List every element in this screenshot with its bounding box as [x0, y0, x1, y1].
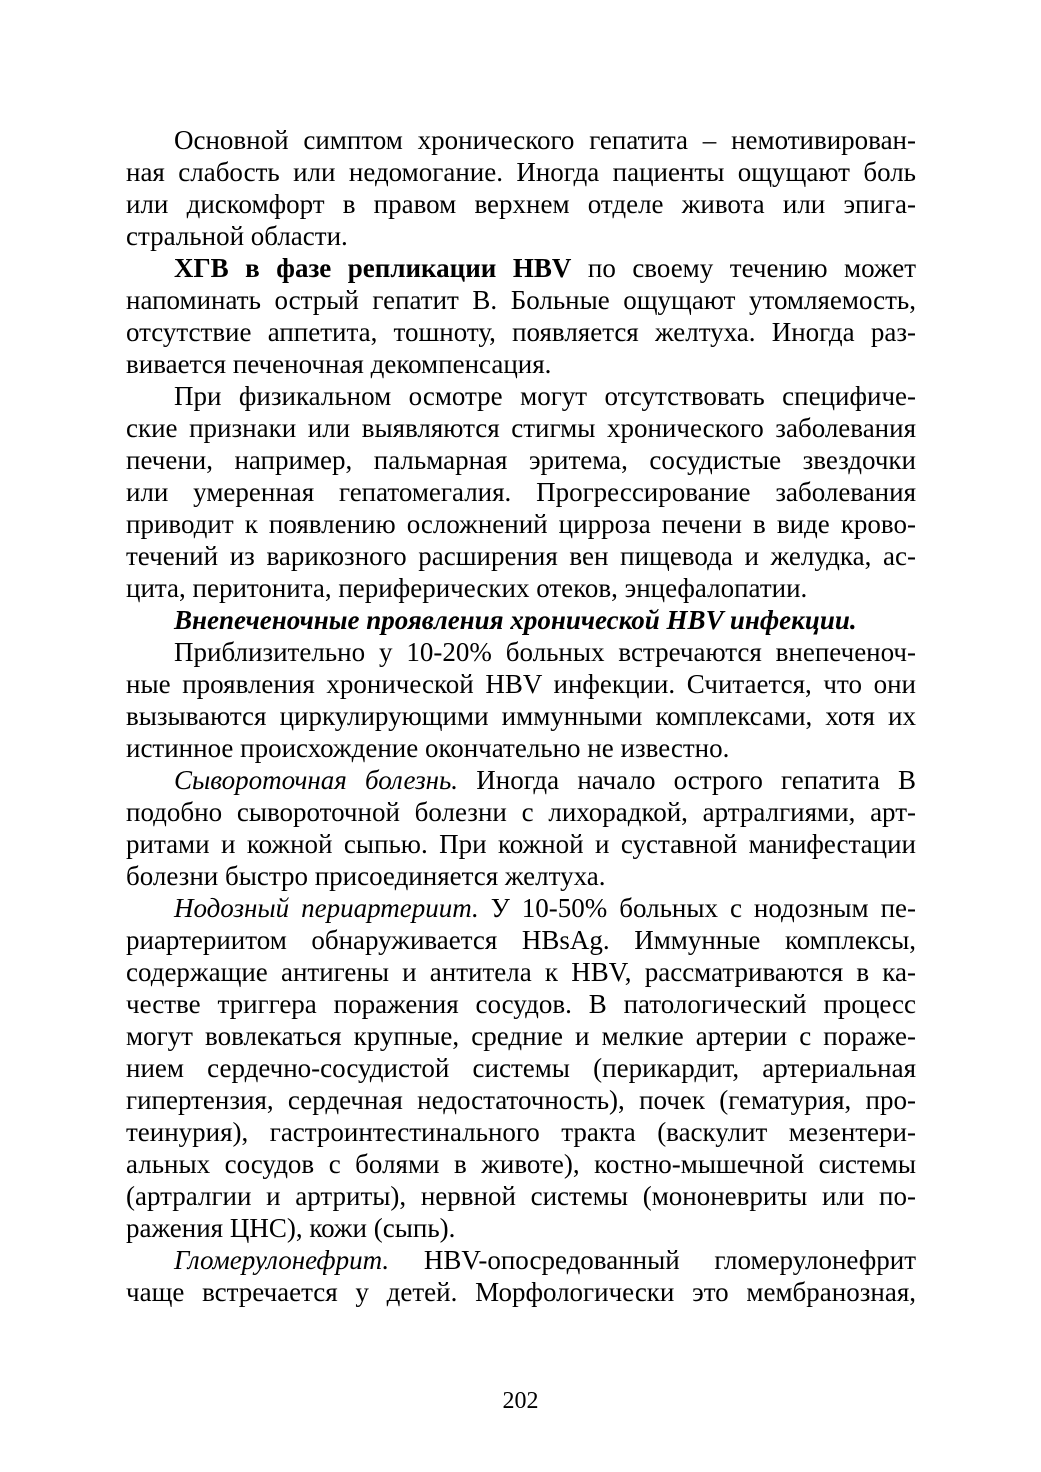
text-run: При физикальном осмотре могут отсутствовать специфиче- — [174, 381, 916, 411]
text-run: HBV-опосредованный гломерулонефрит — [389, 1245, 916, 1275]
text-run: Приблизительно у 10-20% больных встречаются внепеченоч- — [174, 637, 916, 667]
text-line — [126, 636, 916, 668]
text-run: истинное происхождение окончательно не известно. — [126, 733, 730, 763]
text-run: Иногда начало острого гепатита В — [458, 765, 916, 795]
text-run: или умеренная гепатомегалия. Прогрессирование заболевания — [126, 477, 916, 507]
text-run: по своему течению может — [571, 253, 917, 283]
text-line — [126, 508, 916, 540]
text-line — [126, 764, 916, 796]
text-line — [126, 988, 916, 1020]
text-line — [126, 1020, 916, 1052]
text-line — [126, 284, 916, 316]
text-run: напоминать острый гепатит В. Больные ощущают утомляемость, — [126, 285, 916, 315]
text-run: болезни быстро присоединяется желтуха. — [126, 861, 606, 891]
text-line — [126, 476, 916, 508]
text-run: или дискомфорт в правом верхнем отделе живота или эпига- — [126, 189, 916, 219]
text-line — [126, 156, 916, 188]
text-line — [126, 1148, 916, 1180]
text-line — [126, 1084, 916, 1116]
text-line — [126, 188, 916, 220]
paragraph — [126, 604, 916, 636]
text-line — [126, 540, 916, 572]
text-line — [126, 444, 916, 476]
emphasized-text: ХГВ в фазе репликации HBV — [174, 253, 572, 283]
emphasized-text: Нодозный периартериит. — [174, 893, 479, 923]
text-line — [126, 892, 916, 924]
text-run: риартериитом обнаруживается HBsAg. Иммунные комплексы, — [126, 925, 916, 955]
text-line — [126, 1052, 916, 1084]
text-run: подобно сывороточной болезни с лихорадкой, артралгиями, арт- — [126, 797, 916, 827]
body-text — [126, 124, 916, 1308]
paragraph — [126, 1244, 916, 1308]
text-line — [126, 348, 916, 380]
text-line — [126, 924, 916, 956]
text-line — [126, 124, 916, 156]
emphasized-text: Гломерулонефрит. — [174, 1245, 390, 1275]
paragraph — [126, 252, 916, 380]
text-line — [126, 220, 916, 252]
text-run: альных сосудов с болями в животе), костно-мышечной системы — [126, 1149, 916, 1179]
text-line — [126, 828, 916, 860]
text-run: Основной симптом хронического гепатита – немотивирован- — [174, 125, 916, 155]
emphasized-text: Сывороточная болезнь. — [174, 765, 459, 795]
text-line — [126, 604, 916, 636]
emphasized-text: Внепеченочные проявления хронической HBV инфекции. — [174, 605, 857, 635]
text-line — [126, 412, 916, 444]
text-run: нием сердечно-сосудистой системы (перикардит, артериальная — [126, 1053, 916, 1083]
text-line — [126, 1212, 916, 1244]
text-run: ные проявления хронической HBV инфекции. Считается, что они — [126, 669, 916, 699]
text-line — [126, 252, 916, 284]
text-line — [126, 668, 916, 700]
text-line — [126, 1116, 916, 1148]
text-run: ная слабость или недомогание. Иногда пациенты ощущают боль — [126, 157, 916, 187]
paragraph — [126, 764, 916, 892]
text-run: отсутствие аппетита, тошноту, появляется желтуха. Иногда раз- — [126, 317, 916, 347]
text-line — [126, 732, 916, 764]
text-run: теинурия), гастроинтестинального тракта (васкулит мезентери- — [126, 1117, 916, 1147]
paragraph — [126, 380, 916, 604]
text-line — [126, 796, 916, 828]
paragraph — [126, 124, 916, 252]
text-run: могут вовлекаться крупные, средние и мелкие артерии с пораже- — [126, 1021, 916, 1051]
text-run: ские признаки или выявляются стигмы хронического заболевания — [126, 413, 916, 443]
text-run: приводит к появлению осложнений цирроза печени в виде крово- — [126, 509, 916, 539]
text-run: чаще встречается у детей. Морфологически это мембранозная, — [126, 1277, 916, 1307]
text-run: гипертензия, сердечная недостаточность), почек (гематурия, про- — [126, 1085, 916, 1115]
text-run: цита, перитонита, периферических отеков, энцефалопатии. — [126, 573, 808, 603]
text-run: стральной области. — [126, 221, 348, 251]
text-run: вивается печеночная декомпенсация. — [126, 349, 552, 379]
text-line — [126, 700, 916, 732]
text-line — [126, 1276, 916, 1308]
text-run: честве триггера поражения сосудов. В патологический процесс — [126, 989, 916, 1019]
text-run: ритами и кожной сыпью. При кожной и суставной манифестации — [126, 829, 916, 859]
text-line — [126, 860, 916, 892]
text-run: печени, например, пальмарная эритема, сосудистые звездочки — [126, 445, 916, 475]
text-run: вызываются циркулирующими иммунными комплексами, хотя их — [126, 701, 916, 731]
text-line — [126, 572, 916, 604]
text-run: У 10-50% больных с нодозным пе- — [478, 893, 916, 923]
text-run: ражения ЦНС), кожи (сыпь). — [126, 1213, 456, 1243]
paragraph — [126, 892, 916, 1244]
text-run: содержащие антигены и антитела к HBV, рассматриваются в ка- — [126, 957, 916, 987]
text-line — [126, 1244, 916, 1276]
text-line — [126, 380, 916, 412]
text-line — [126, 956, 916, 988]
text-run: течений из варикозного расширения вен пищевода и желудка, ас- — [126, 541, 916, 571]
paragraph — [126, 636, 916, 764]
page-number: 202 — [502, 1388, 539, 1414]
text-run: (артралгии и артриты), нервной системы (мононевриты или по- — [126, 1181, 916, 1211]
text-line — [126, 1180, 916, 1212]
text-line — [126, 316, 916, 348]
